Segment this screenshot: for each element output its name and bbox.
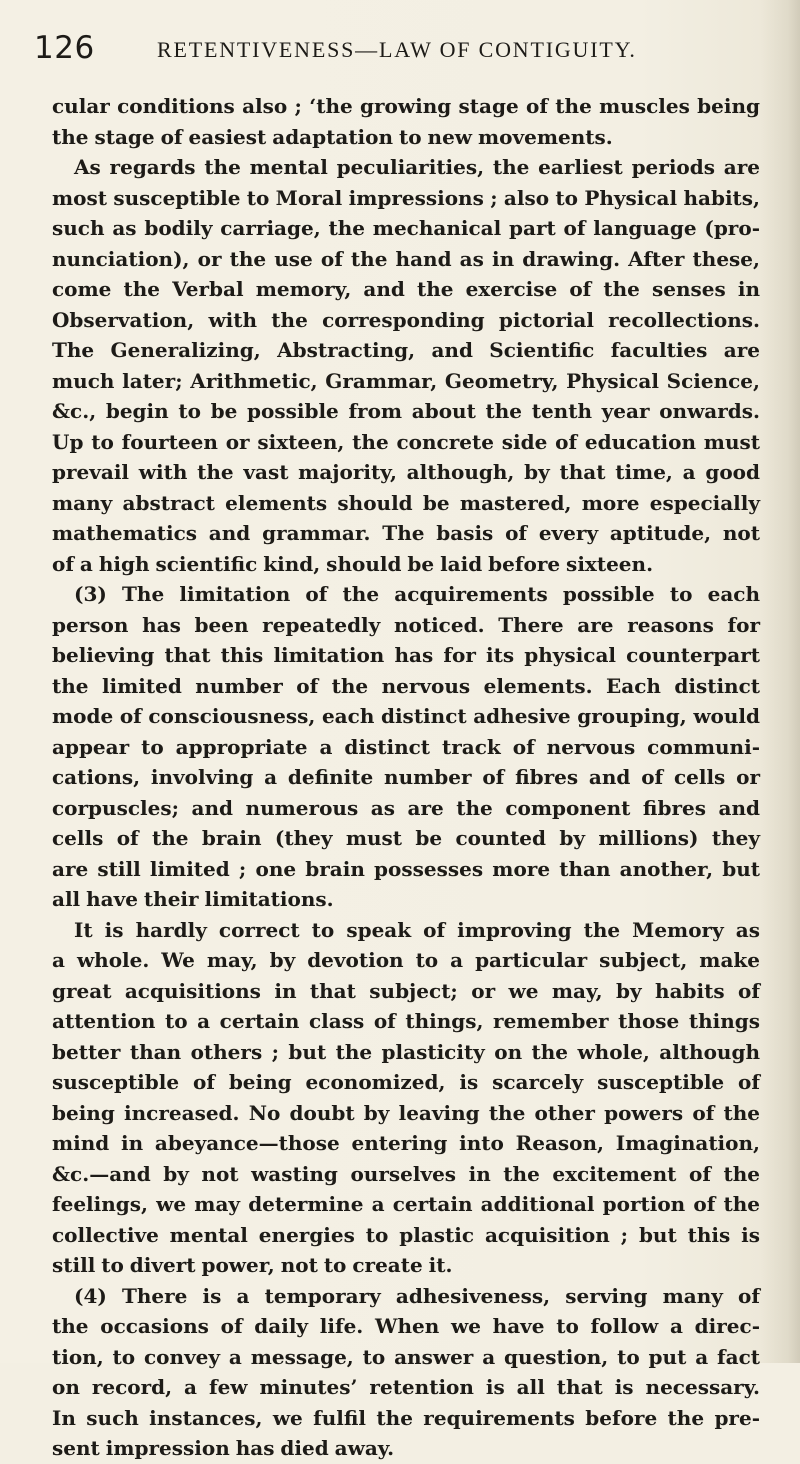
text-line: cular conditions also ; ‘the growing stage of the muscles being (52, 94, 760, 118)
text-line: sent impression has died away. (52, 1436, 395, 1460)
text-line: In such instances, we fulfil the requirements before the pre- (52, 1405, 760, 1430)
text-line: still to divert power, not to create it. (52, 1253, 453, 1277)
text-line: corpuscles; and numerous as are the component fibres and (52, 795, 760, 820)
text-line: attention to a certain class of things, remember those things (52, 1009, 760, 1033)
text-line: better than others ; but the plasticity on the whole, although (52, 1039, 760, 1064)
text-line: a whole. We may, by devotion to a particular subject, make (52, 948, 760, 972)
text-line: mind in abeyance—those entering into Reason, Imagination, (52, 1131, 760, 1155)
text-line: cells of the brain (they must be counted by millions) they (52, 826, 760, 850)
text-line: tion, to convey a message, to answer a question, to put a fact (52, 1344, 760, 1369)
text-line: &c., begin to be possible from about the tenth year onwards. (52, 399, 760, 423)
text-line: nunciation), or the use of the hand as in drawing. After these, (52, 246, 760, 271)
page-header (34, 30, 764, 70)
text-line: (3) The limitation of the acquirements possible to each (74, 582, 760, 606)
text-line: great acquisitions in that subject; or we may, by habits of (52, 978, 760, 1003)
text-line: the occasions of daily life. When we have to follow a direc- (52, 1314, 760, 1338)
text-line: on record, a few minutes’ retention is all that is necessary. (52, 1375, 760, 1399)
text-line: As regards the mental peculiarities, the earliest periods are (74, 155, 760, 179)
text-line: such as bodily carriage, the mechanical part of language (pro- (52, 216, 760, 240)
text-line: collective mental energies to plastic acquisition ; but this is (52, 1222, 760, 1247)
text-line: come the Verbal memory, and the exercise of the senses in (52, 277, 760, 301)
text-line: person has been repeatedly noticed. There are reasons for (52, 612, 760, 637)
text-line: The Generalizing, Abstracting, and Scientific faculties are (52, 338, 760, 362)
text-line: most susceptible to Moral impressions ; also to Physical habits, (52, 185, 760, 210)
text-line: It is hardly correct to speak of improving the Memory as (74, 917, 760, 942)
running-head: RETENTIVENESS—LAW OF CONTIGUITY. (157, 37, 637, 62)
text-line: the stage of easiest adaptation to new movements. (52, 124, 613, 149)
text-line: all have their limitations. (52, 887, 334, 911)
text-line: susceptible of being economized, is scarcely susceptible of (52, 1070, 760, 1094)
text-line: are still limited ; one brain possesses more than another, but (52, 856, 760, 881)
text-line: feelings, we may determine a certain additional portion of the (52, 1192, 760, 1216)
text-line: many abstract elements should be mastered, more especially (52, 490, 760, 515)
text-line: mode of consciousness, each distinct adhesive grouping, would (52, 704, 760, 728)
text-line: being increased. No doubt by leaving the other powers of the (52, 1100, 760, 1125)
text-line: of a high scientific kind, should be laid before sixteen. (52, 551, 654, 576)
page-edge-shadow (760, 0, 800, 1363)
text-line: Up to fourteen or sixteen, the concrete side of education must (52, 429, 760, 454)
text-line: prevail with the vast majority, although, by that time, a good (52, 460, 760, 484)
text-line: &c.—and by not wasting ourselves in the excitement of the (52, 1161, 760, 1186)
text-line: (4) There is a temporary adhesiveness, serving many of (74, 1283, 760, 1308)
page-number: 126 (34, 30, 95, 66)
body-text (52, 91, 760, 1464)
text-line: Observation, with the corresponding pictorial recollections. (52, 307, 760, 332)
text-line: believing that this limitation has for its physical counterpart (52, 643, 760, 667)
text-line: appear to appropriate a distinct track of nervous communi- (52, 734, 760, 759)
text-line: much later; Arithmetic, Grammar, Geometry, Physical Science, (52, 368, 760, 393)
text-line: the limited number of the nervous elements. Each distinct (52, 673, 760, 698)
text-line: mathematics and grammar. The basis of every aptitude, not (52, 521, 760, 545)
text-line: cations, involving a definite number of fibres and of cells or (52, 765, 760, 789)
